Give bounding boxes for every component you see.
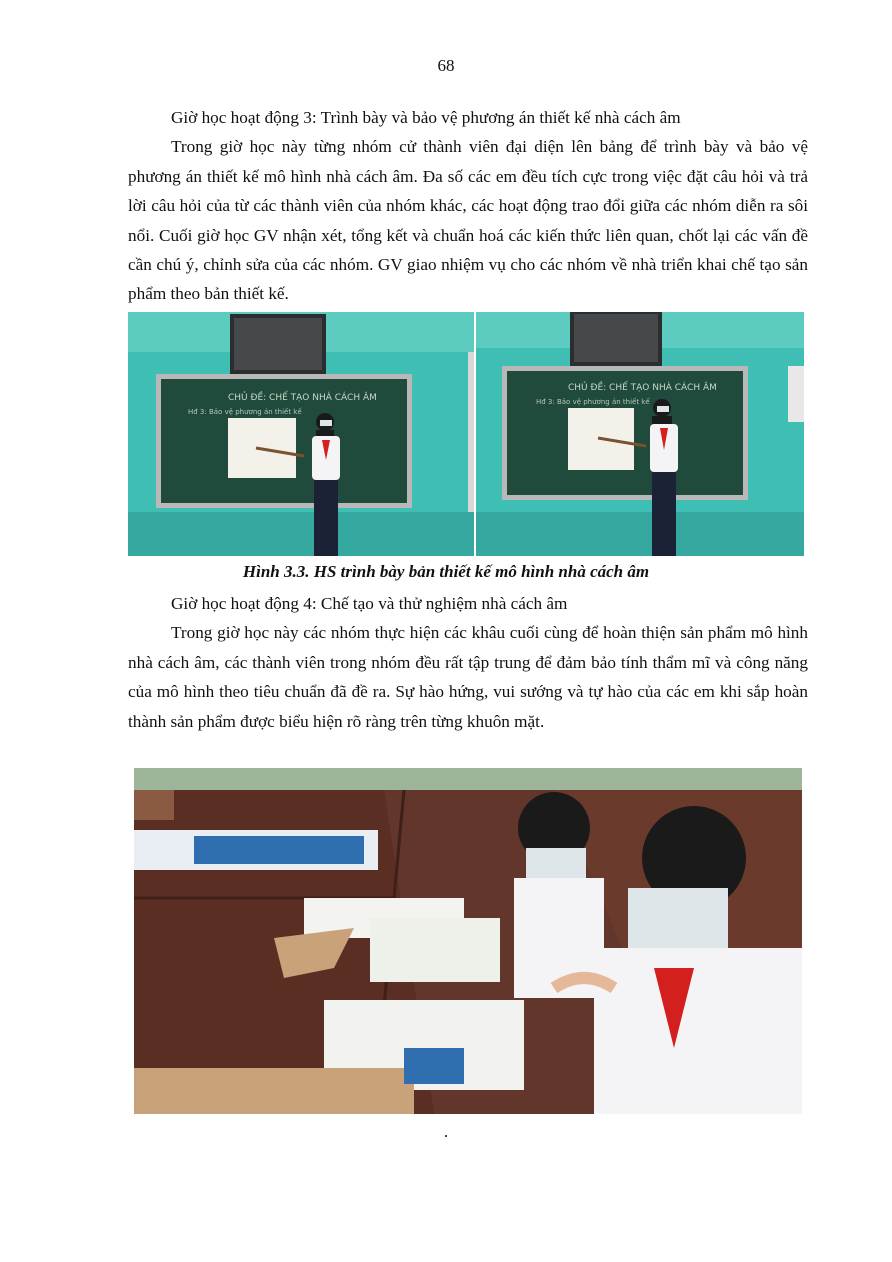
activity-4-paragraph: Trong giờ học này các nhóm thực hiện các khâu cuối cùng để hoàn thiện sản phẩm mô hình nhà cách âm, các thành viên trong nhóm đều rất tập trung để đảm bảo tính thẩm mĩ và công năng của mô hình theo tiêu chuẩn đã đề ra. Sự hào hứng, vui sướng và tự hào của các em khi sắp hoàn thành sản phẩm được biểu hiện rõ ràng trên từng khuôn mặt. — [128, 623, 808, 731]
activity-3-paragraph: Trong giờ học này từng nhóm cử thành viên đại diện lên bảng để trình bày và bảo vệ phương án thiết kế mô hình nhà cách âm. Đa số các em đều tích cực trong việc đặt câu hỏi và trả lời câu hỏi của từ các thành viên của nhóm khác, các hoạt động trao đổi giữa các nhóm diễn ra sôi nổi. Cuối giờ học GV nhận xét, tổng kết và chuẩn hoá các kiến thức liên quan, chốt lại các vấn đề cần chú ý, chỉnh sửa của các nhóm. GV giao nhiệm vụ cho các nhóm về nhà triển khai chế tạo sản phẩm theo bản thiết kế. — [128, 137, 808, 304]
photo-students-building-models — [134, 768, 802, 1114]
figure-caption: Hình 3.3. HS trình bày bản thiết kế mô hình nhà cách âm — [242, 562, 650, 581]
svg-text:CHỦ ĐỀ: CHẾ TẠO NHÀ CÁCH ÂM: CHỦ ĐỀ: CHẾ TẠO NHÀ CÁCH ÂM — [568, 383, 717, 393]
figure-photo-presentation-right — [476, 312, 804, 556]
section-activity-4 — [128, 589, 808, 736]
activity-3-heading: Giờ học hoạt động 3: Trình bày và bảo vệ phương án thiết kế nhà cách âm — [171, 108, 681, 127]
activity-4-heading: Giờ học hoạt động 4: Chế tạo và thử nghiệm nhà cách âm — [171, 594, 568, 613]
section-activity-3 — [128, 103, 808, 309]
trailing-mark: . — [443, 1122, 449, 1141]
figure-photo-presentation-left — [128, 312, 474, 556]
page-number: 68 — [437, 56, 455, 75]
svg-text:CHỦ ĐỀ: CHẾ TẠO NHÀ CÁCH ÂM: CHỦ ĐỀ: CHẾ TẠO NHÀ CÁCH ÂM — [228, 393, 377, 403]
svg-text:Hđ 3: Bảo vệ phương án thiết k: Hđ 3: Bảo vệ phương án thiết kế — [536, 398, 650, 406]
svg-text:Hđ 3: Bảo vệ phương án thiết k: Hđ 3: Bảo vệ phương án thiết kế — [188, 408, 302, 416]
